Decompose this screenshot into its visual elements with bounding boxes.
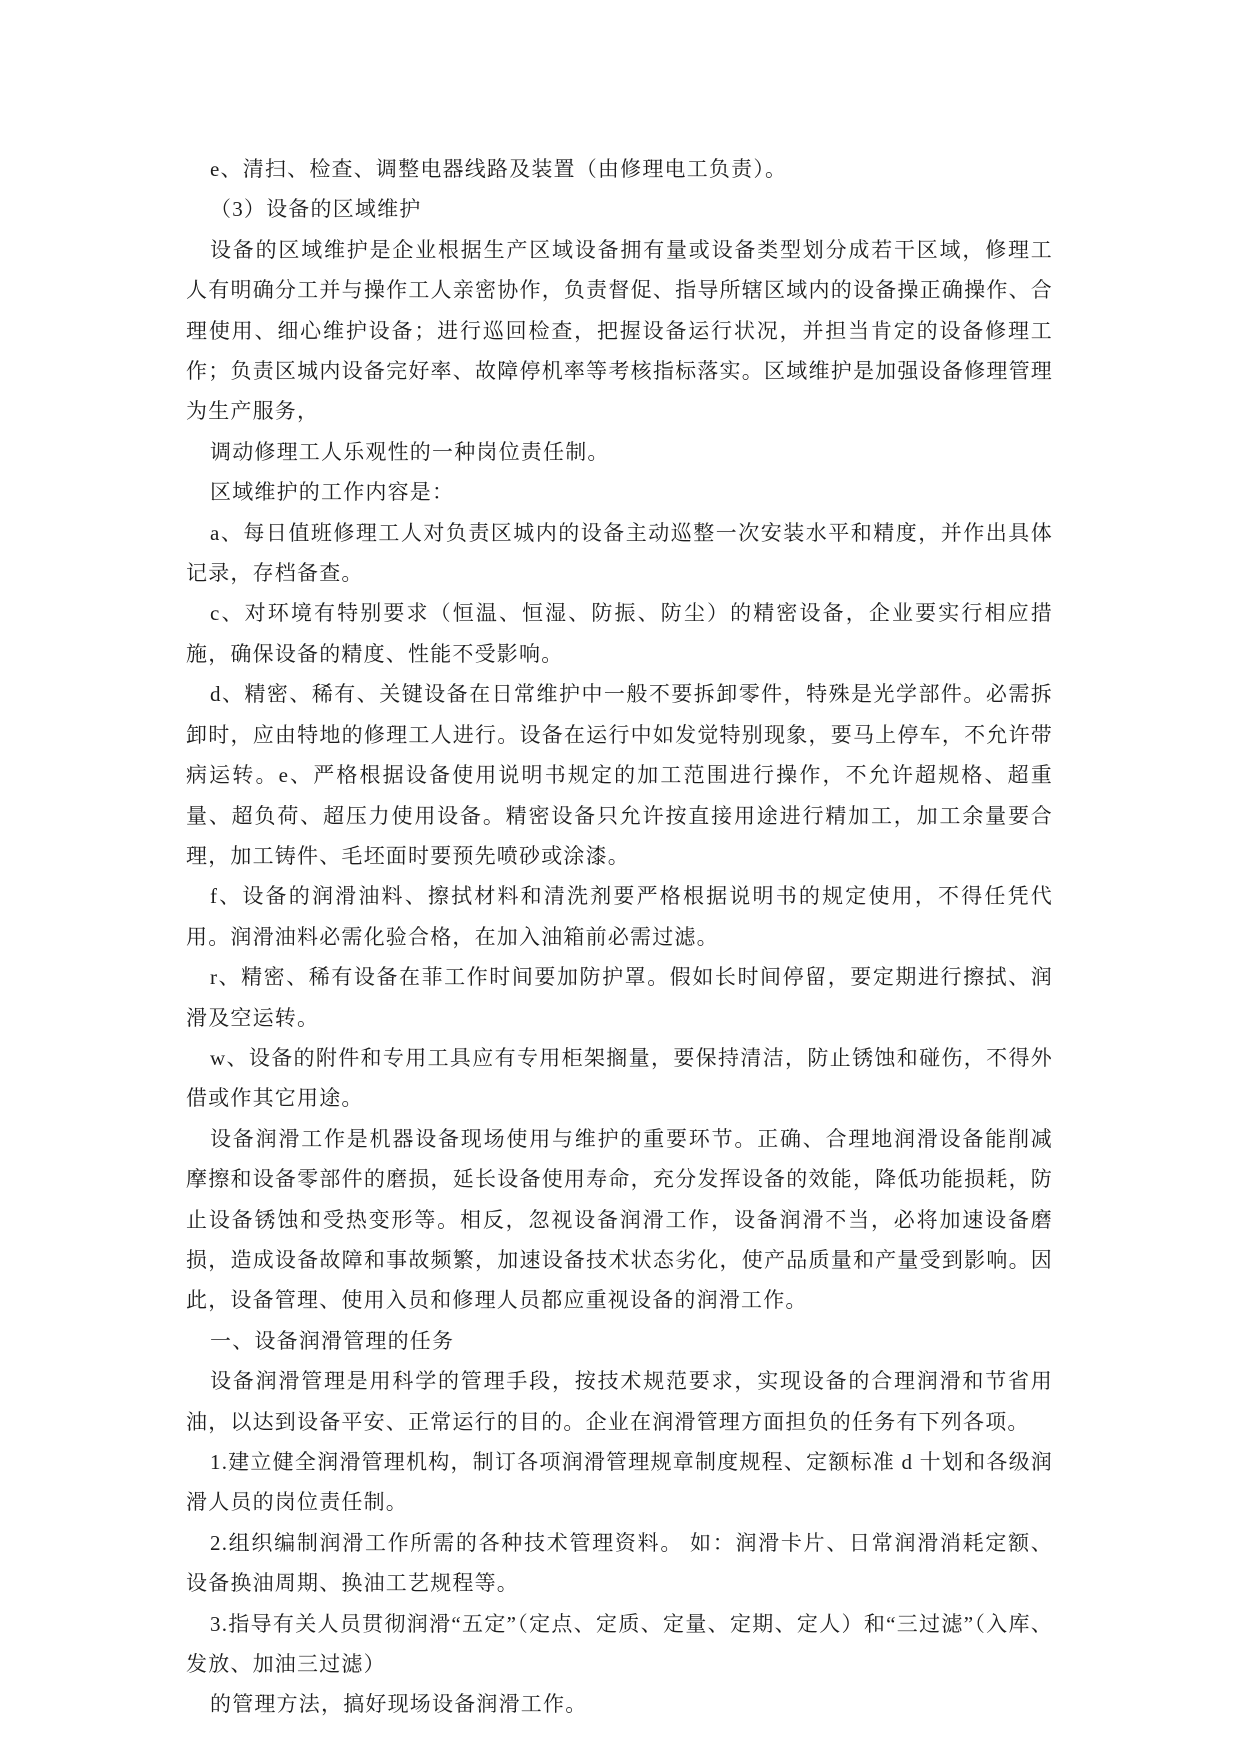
- paragraph: 设备润滑管理是用科学的管理手段，按技术规范要求，实现设备的合理润滑和节省用油，以达到设备平安、正常运行的目的。企业在润滑管理方面担负的任务有下列各项。: [186, 1369, 1053, 1434]
- paragraph: 一、设备润滑管理的任务: [210, 1328, 455, 1353]
- paragraph: a、每日值班修理工人对负责区城内的设备主动巡整一次安装水平和精度，并作出具体记录，存档备查。: [186, 520, 1053, 586]
- paragraph: 的管理方法，搞好现场设备润滑工作。: [210, 1692, 588, 1717]
- paragraph: 调动修理工人乐观性的一种岗位责任制。: [210, 439, 610, 464]
- paragraph: d、精密、稀有、关键设备在日常维护中一般不要拆卸零件，特殊是光学部件。必需拆卸时，应由特地的修理工人进行。设备在运行中如发觉特别现象，要马上停车，不允许带病运转。e、严格根据设备使用说明书规定的加工范围进行操作，不允许超规格、超重量、超负荷、超压力使用设备。精密设备只允许按直接用途进行精加工，加工余量要合理，加工铸件、毛坯面时要预先喷砂或涂漆。: [186, 682, 1053, 868]
- paragraph: f、设备的润滑油料、擦拭材料和清洗剂要严格根据说明书的规定使用，不得任凭代用。润滑油料必需化验合格，在加入油箱前必需过滤。: [186, 884, 1053, 949]
- paragraph: 区域维护的工作内容是：: [210, 480, 455, 505]
- paragraph: c、对环境有特别要求（恒温、恒湿、防振、防尘）的精密设备，企业要实行相应措施，确保设备的精度、性能不受影响。: [186, 601, 1053, 666]
- paragraph: 设备的区域维护是企业根据生产区域设备拥有量或设备类型划分成若干区域，修理工人有明确分工并与操作工人亲密协作，负责督促、指导所辖区域内的设备操正确操作、合理使用、细心维护设备；进行巡回检查，把握设备运行状况，并担当肯定的设备修理工作；负责区城内设备完好率、故障停机率等考核指标落实。区域维护是加强设备修理管理为生产服务，: [186, 237, 1053, 424]
- paragraph: （3）设备的区域维护: [210, 197, 422, 222]
- document-content: [186, 149, 1053, 1725]
- paragraph: 2.组织编制润滑工作所需的各种技术管理资料。 如：润滑卡片、日常润滑消耗定额、设备换油周期、换油工艺规程等。: [186, 1530, 1053, 1596]
- paragraph: 3.指导有关人员贯彻润滑“五定”（定点、定质、定量、定期、定人）和“三过滤”（入库、发放、加油三过滤）: [186, 1611, 1053, 1677]
- paragraph: e、清扫、检查、调整电器线路及装置（由修理电工负责）。: [210, 157, 788, 181]
- paragraph: 1.建立健全润滑管理机构，制订各项润滑管理规章制度规程、定额标准 d 十划和各级润滑人员的岗位责任制。: [186, 1450, 1053, 1515]
- paragraph: r、精密、稀有设备在菲工作时间要加防护罩。假如长时间停留，要定期进行擦拭、润滑及空运转。: [186, 965, 1053, 1030]
- paragraph: 设备润滑工作是机器设备现场使用与维护的重要环节。正确、合理地润滑设备能削减摩擦和设备零部件的磨损，延长设备使用寿命，充分发挥设备的效能，降低功能损耗，防止设备锈蚀和受热变形等。相反，忽视设备润滑工作，设备润滑不当，必将加速设备磨损，造成设备故障和事故频繁，加速设备技术状态劣化，使产品质量和产量受到影响。因此，设备管理、使用入员和修理人员都应重视设备的润滑工作。: [186, 1126, 1053, 1313]
- paragraph: w、设备的附件和专用工具应有专用柜架搁量，要保持清洁，防止锈蚀和碰伤，不得外借或作其它用途。: [186, 1045, 1053, 1111]
